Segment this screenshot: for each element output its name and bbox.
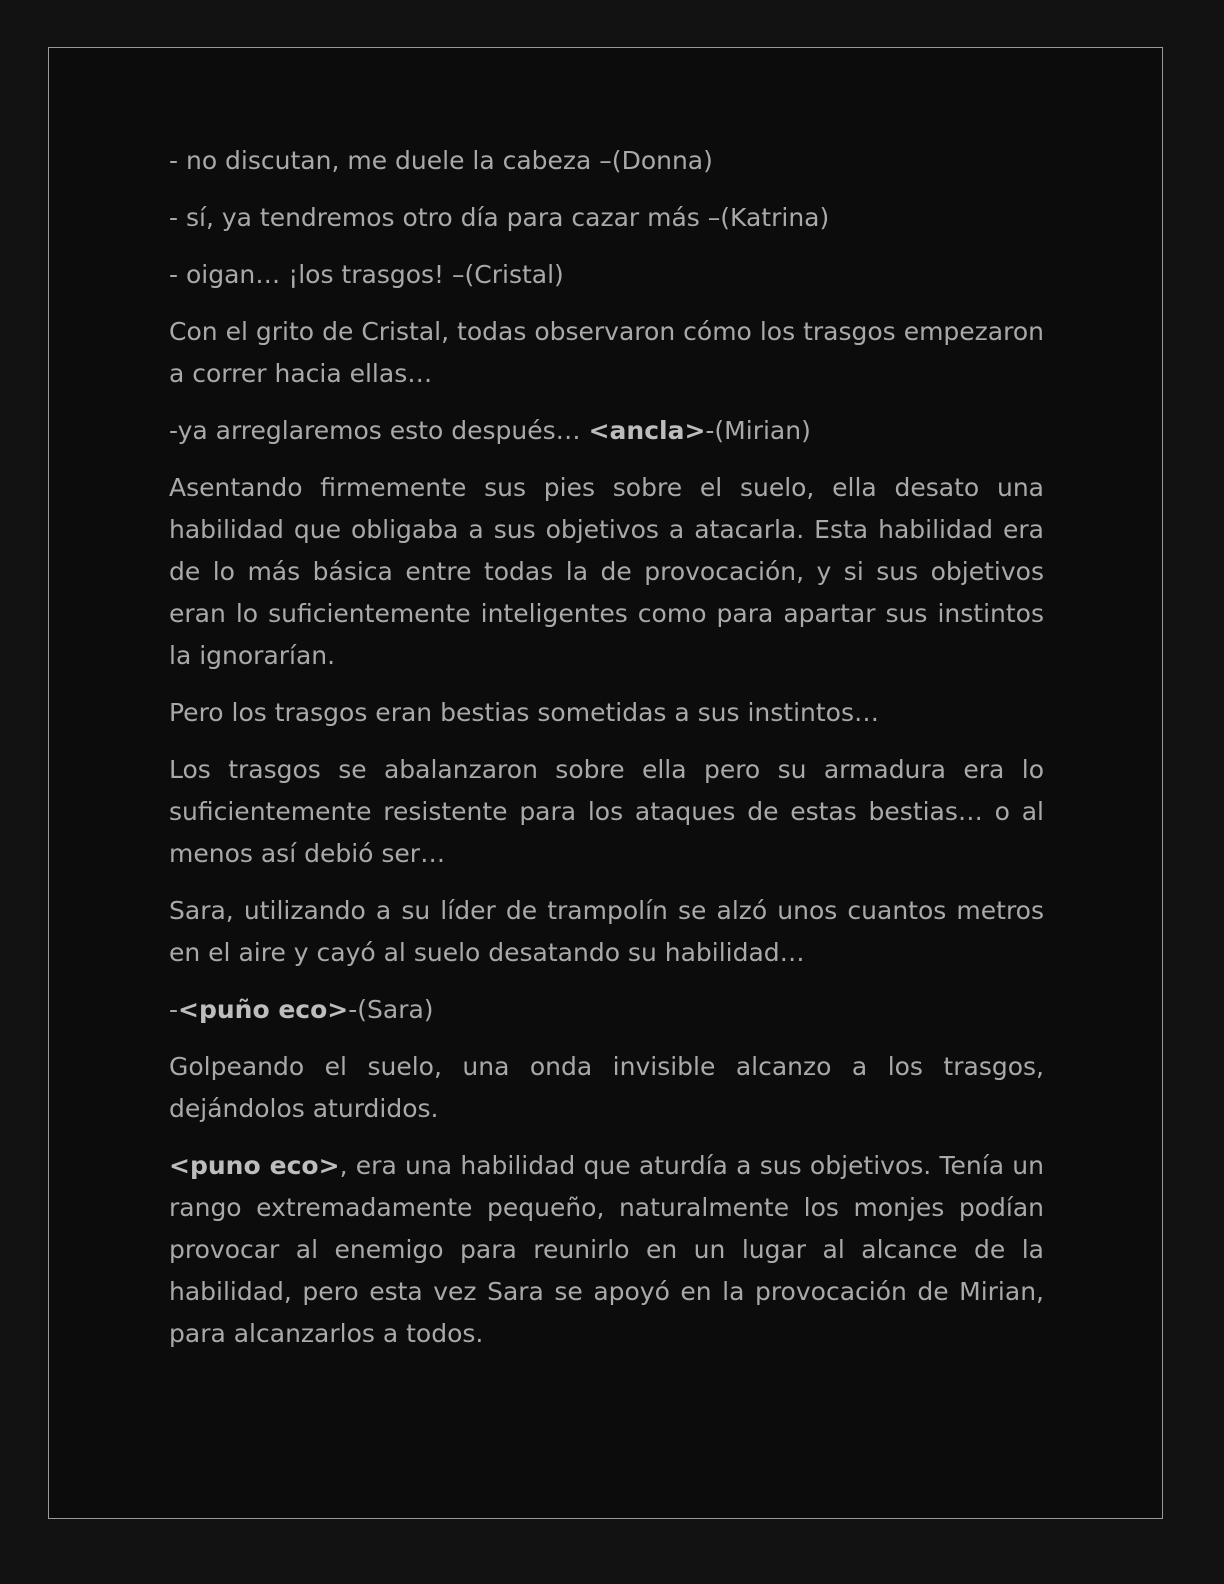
dialogue-text: -ya arreglaremos esto después… (169, 416, 589, 445)
narration-text: , era una habilidad que aturdía a sus objetivos. Tenía un rango extremadamente pequeño, naturalmente los monjes podían provocar al enemigo para reunirlo en un lugar al alcance de la habilidad, pero esta vez Sara se apoyó en la provocación de Mirian, para alcanzarlos a todos. (169, 1151, 1045, 1348)
paragraph-narration: Los trasgos se abalanzaron sobre ella pero su armadura era lo suficientemente resistente para los ataques de estas bestias… o al menos así debió ser… (169, 755, 1044, 868)
paragraph-narration: Con el grito de Cristal, todas observaron cómo los trasgos empezaron a correr hacia ellas… (169, 317, 1044, 388)
paragraph-narration: Golpeando el suelo, una onda invisible alcanzo a los trasgos, dejándolos aturdidos. (169, 1052, 1044, 1123)
paragraph-dialogue-mirian (169, 410, 1044, 452)
paragraph-narration (169, 1145, 1044, 1355)
paragraph-narration: Pero los trasgos eran bestias sometidas a sus instintos… (169, 698, 879, 727)
paragraph-dialogue-donna: - no discutan, me duele la cabeza –(Donna) (169, 146, 713, 175)
paragraph-dialogue-katrina: - sí, ya tendremos otro día para cazar más –(Katrina) (169, 203, 830, 232)
dialogue-text: - (169, 995, 179, 1024)
skill-name: <puño eco> (178, 995, 349, 1024)
dialogue-speaker: -(Sara) (348, 995, 434, 1024)
skill-name: <puno eco> (169, 1151, 340, 1180)
dialogue-speaker: -(Mirian) (705, 416, 811, 445)
paragraph-narration: Asentando firmemente sus pies sobre el suelo, ella desato una habilidad que obligaba a sus objetivos a atacarla. Esta habilidad era de lo más básica entre todas la de provocación, y si sus objetivos eran lo suficientemente inteligentes como para apartar sus instintos la ignorarían. (169, 473, 1044, 670)
paragraph-narration: Sara, utilizando a su líder de trampolín se alzó unos cuantos metros en el aire y cayó al suelo desatando su habilidad… (169, 896, 1044, 967)
document-body (169, 140, 1044, 1370)
paragraph-dialogue-cristal: - oigan… ¡los trasgos! –(Cristal) (169, 260, 564, 289)
skill-name: <ancla> (588, 416, 706, 445)
paragraph-dialogue-sara (169, 989, 1044, 1031)
